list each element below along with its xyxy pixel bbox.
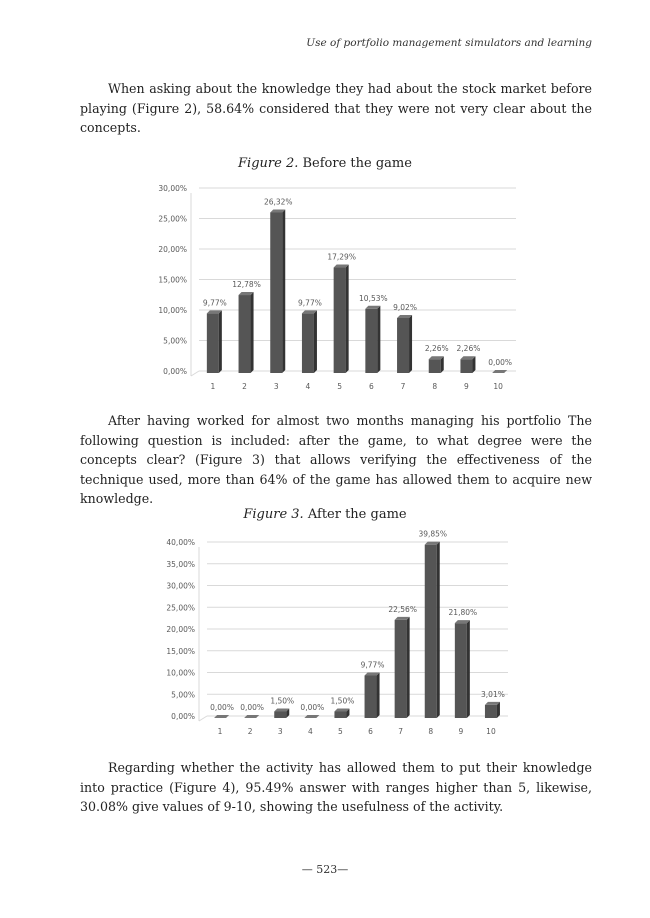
fig2-y-tick-label: 15,00% <box>158 275 187 285</box>
fig3-x-tick-label: 7 <box>398 727 404 736</box>
fig3-x-tick-label: 5 <box>338 727 343 736</box>
fig2-x-tick-label: 6 <box>368 382 374 391</box>
fig2-data-label: 0,00% <box>488 358 513 367</box>
fig3-bar-7 <box>395 620 407 718</box>
fig3-data-label: 39,85% <box>418 529 448 539</box>
fig3-y-tick-label: 0,00% <box>171 712 195 721</box>
fig2-data-label: 9,02% <box>393 302 417 312</box>
fig3-y-tick-label: 30,00% <box>166 581 195 591</box>
figure-3-title: After the game <box>307 507 407 522</box>
fig2-bar-top-10 <box>492 370 507 373</box>
fig2-bar-side-4 <box>314 310 317 373</box>
fig3-floor-edge <box>199 716 207 721</box>
fig3-bar-side-8 <box>437 542 440 718</box>
fig3-bar-side-7 <box>407 617 410 718</box>
fig3-y-tick-label: 5,00% <box>171 690 195 700</box>
fig2-y-tick-label: 25,00% <box>158 214 187 224</box>
fig2-x-tick-label: 1 <box>210 382 216 391</box>
fig3-data-label: 0,00% <box>300 703 325 712</box>
figure-2-caption <box>0 156 650 171</box>
fig2-y-tick-label: 0,00% <box>163 367 187 376</box>
figure-2-label: Figure 2. <box>238 156 299 171</box>
fig3-x-tick-label: 10 <box>486 727 496 736</box>
fig3-x-tick-label: 8 <box>428 727 434 736</box>
fig2-y-tick-label: 5,00% <box>163 336 187 346</box>
figure-3-label: Figure 3. <box>243 507 304 522</box>
fig2-bar-1 <box>207 313 219 373</box>
fig3-data-label: 1,50% <box>330 696 355 706</box>
fig2-bar-8 <box>429 359 441 373</box>
fig2-bar-9 <box>460 359 472 373</box>
fig3-bar-8 <box>425 545 437 718</box>
fig2-data-label: 9,77% <box>298 298 322 308</box>
paragraph-3-text: Regarding whether the activity has allowed them to put their knowledge into practice (Figure 4), 95.49% answer with ranges higher than 5, likewise, 30.08% give values of 9-10, showing the usefulness of the activity. <box>80 760 592 814</box>
figure-2-title: Before the game <box>302 156 412 171</box>
fig3-x-tick-label: 6 <box>368 727 373 736</box>
fig3-data-label: 3,01% <box>481 689 505 699</box>
fig3-data-label: 21,80% <box>448 608 478 618</box>
fig3-bar-top-4 <box>304 715 319 718</box>
fig3-x-tick-label: 1 <box>217 727 223 736</box>
paragraph-1-text: When asking about the knowledge they had about the stock market before playing (Figure 2), 58.64% considered that they were not very clear about the concepts. <box>80 81 592 135</box>
figure-2-bar-chart <box>0 175 650 395</box>
fig2-x-tick-label: 9 <box>464 382 469 391</box>
fig2-data-label: 10,53% <box>359 293 388 303</box>
fig3-bar-side-9 <box>467 620 470 718</box>
fig2-bar-side-5 <box>346 265 349 373</box>
fig2-x-tick-label: 5 <box>337 382 343 391</box>
fig3-bar-side-6 <box>377 673 380 718</box>
fig2-bar-4 <box>302 313 314 373</box>
fig3-y-tick-label: 35,00% <box>166 559 195 569</box>
fig3-data-label: 1,50% <box>270 696 295 706</box>
fig2-x-tick-label: 3 <box>273 382 279 391</box>
fig2-x-tick-label: 7 <box>400 382 406 391</box>
fig2-bar-7 <box>397 318 409 373</box>
fig2-bar-side-2 <box>251 292 254 373</box>
fig3-bar-6 <box>365 676 377 718</box>
fig2-bar-2 <box>239 295 251 373</box>
fig3-data-label: 9,77% <box>360 660 385 670</box>
fig3-data-label: 0,00% <box>240 703 265 712</box>
fig2-y-tick-label: 30,00% <box>158 184 187 193</box>
fig2-x-tick-label: 10 <box>493 382 503 391</box>
fig3-bar-top-1 <box>214 715 229 718</box>
fig3-x-tick-label: 9 <box>458 727 464 736</box>
paragraph-2-text: After having worked for almost two months managing his portfolio The following question is included: after the game, to what degree were the concepts clear? (Figure 3) that allows verifying the effectiveness of the technique used, more than 64% of the game has allowed them to acquire new knowledge. <box>80 413 592 506</box>
fig3-bar-10 <box>485 705 497 718</box>
fig2-bar-6 <box>365 309 377 373</box>
fig2-data-label: 12,78% <box>232 280 261 290</box>
fig2-bar-3 <box>270 212 282 373</box>
fig2-data-label: 2,26% <box>456 344 481 354</box>
fig2-bar-side-7 <box>409 315 412 373</box>
fig3-x-tick-label: 3 <box>277 727 283 736</box>
fig3-x-tick-label: 2 <box>247 727 253 736</box>
fig3-y-tick-label: 15,00% <box>166 646 195 656</box>
fig2-x-tick-label: 4 <box>305 382 311 391</box>
fig3-y-tick-label: 40,00% <box>166 538 195 547</box>
fig2-data-label: 9,77% <box>202 298 227 308</box>
fig3-bar-9 <box>455 623 467 718</box>
fig3-y-tick-label: 10,00% <box>166 668 195 678</box>
fig2-bar-side-3 <box>282 209 285 373</box>
fig3-data-label: 22,56% <box>388 604 417 614</box>
fig2-y-tick-label: 10,00% <box>158 306 187 315</box>
running-head: Use of portfolio management simulators and learning <box>306 37 592 49</box>
fig2-floor-edge <box>191 371 199 376</box>
paragraph-3 <box>80 758 592 817</box>
figure-3-bar-chart <box>0 525 650 745</box>
fig2-data-label: 2,26% <box>424 344 449 354</box>
paragraph-2 <box>80 411 592 509</box>
fig2-x-tick-label: 8 <box>432 382 438 391</box>
fig2-data-label: 17,29% <box>327 252 356 262</box>
fig3-x-tick-label: 4 <box>307 727 313 736</box>
fig3-data-label: 0,00% <box>210 703 234 712</box>
fig3-bar-3 <box>274 711 286 718</box>
fig2-bar-side-6 <box>377 306 380 373</box>
paragraph-1 <box>80 79 592 138</box>
figure-3-caption <box>0 507 650 522</box>
fig2-x-tick-label: 2 <box>242 382 247 391</box>
fig2-bar-side-1 <box>219 310 222 373</box>
fig3-y-tick-label: 25,00% <box>166 603 195 613</box>
fig2-bar-5 <box>334 268 346 373</box>
page-number: — 523— <box>301 863 349 876</box>
fig3-y-tick-label: 20,00% <box>166 625 195 634</box>
fig3-bar-top-2 <box>244 715 259 718</box>
fig3-bar-5 <box>334 711 346 718</box>
fig2-data-label: 26,32% <box>263 197 293 207</box>
fig2-y-tick-label: 20,00% <box>158 245 187 254</box>
